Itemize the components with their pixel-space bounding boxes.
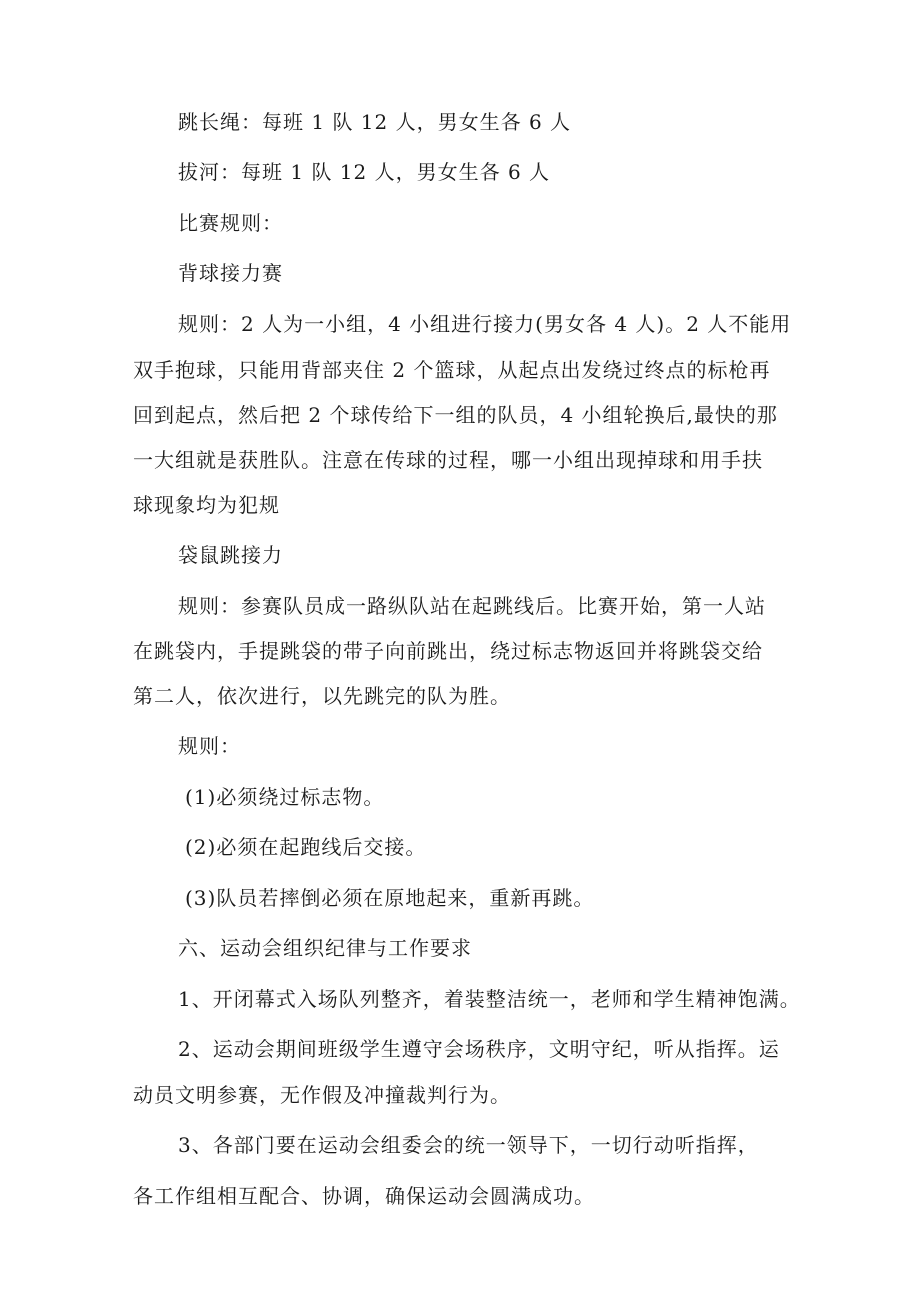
rules-label: 规则： <box>178 734 241 758</box>
rope-jump-line: 跳长绳：每班 1 队 12 人，男女生各 6 人 <box>178 110 572 134</box>
rules-item: (1)必须绕过标志物。 <box>185 785 385 809</box>
requirement-1: 1、开闭幕式入场队列整齐，着装整洁统一，老师和学生精神饱满。 <box>178 987 801 1011</box>
sack-rule-line: 在跳袋内，手提跳袋的带子向前跳出，绕过标志物返回并将跳袋交给 <box>133 639 763 663</box>
relay-title: 背球接力赛 <box>178 261 283 285</box>
relay-rule-line: 一大组就是获胜队。注意在传球的过程，哪一小组出现掉球和用手扶 <box>133 448 763 472</box>
rules-heading: 比赛规则： <box>178 211 283 235</box>
sack-rule-line: 第二人，依次进行，以先跳完的队为胜。 <box>133 684 511 708</box>
relay-rule-line: 双手抱球，只能用背部夹住 2 个篮球，从起点出发绕过终点的标枪再 <box>133 358 771 382</box>
rules-item: (2)必须在起跑线后交接。 <box>185 835 427 859</box>
requirement-3-line: 3、各部门要在运动会组委会的统一领导下，一切行动听指挥， <box>178 1133 759 1157</box>
rules-item: (3)队员若摔倒必须在原地起来，重新再跳。 <box>185 886 595 910</box>
sack-race-title: 袋鼠跳接力 <box>178 543 283 567</box>
sack-rule-line: 规则：参赛队员成一路纵队站在起跳线后。比赛开始，第一人站 <box>178 594 766 618</box>
requirement-2-line: 动员文明参赛，无作假及冲撞裁判行为。 <box>133 1083 511 1107</box>
relay-rule-line: 回到起点，然后把 2 个球传给下一组的队员，4 小组轮换后,最快的那 <box>133 403 778 427</box>
requirement-2-line: 2、运动会期间班级学生遵守会场秩序，文明守纪，听从指挥。运 <box>178 1037 780 1061</box>
relay-rule-line: 规则：2 人为一小组，4 小组进行接力(男女各 4 人)。2 人不能用 <box>178 312 792 336</box>
relay-rule-line: 球现象均为犯规 <box>133 493 280 517</box>
requirement-3-line: 各工作组相互配合、协调，确保运动会圆满成功。 <box>133 1184 595 1208</box>
tug-of-war-line: 拔河：每班 1 队 12 人，男女生各 6 人 <box>178 160 551 184</box>
section-six-heading: 六、运动会组织纪律与工作要求 <box>178 936 472 960</box>
